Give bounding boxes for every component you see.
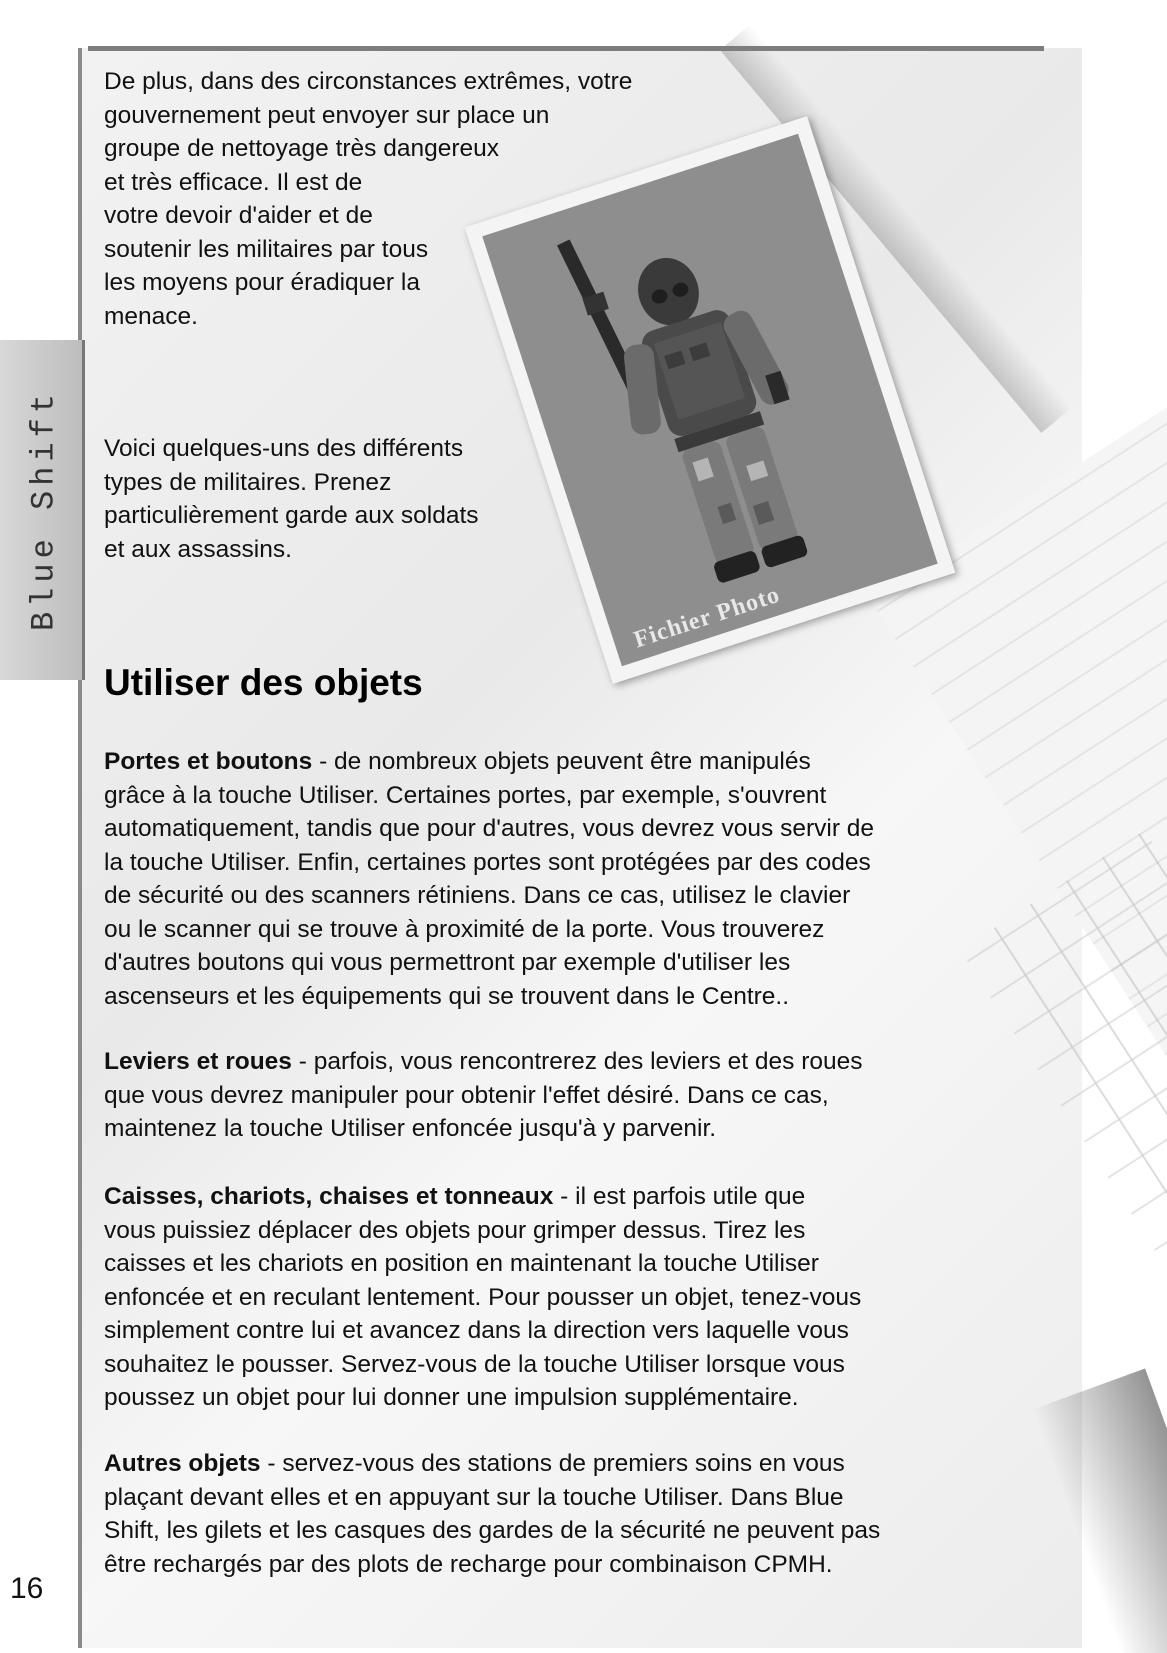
- paragraph-leviers-et-roues: [104, 1045, 1004, 1146]
- text-line: [104, 745, 1004, 779]
- soldier-figure-icon: [539, 175, 891, 630]
- page-number: 16: [10, 1572, 44, 1605]
- text-run: - parfois, vous rencontrerez des leviers et des roues: [291, 1048, 863, 1075]
- paragraph-title: Leviers et roues: [104, 1048, 292, 1075]
- intro-paragraph-2: [104, 432, 564, 566]
- text-line: particulièrement garde aux soldats: [104, 502, 479, 529]
- text-line: plaçant devant elles et en appuyant sur la touche Utiliser. Dans Blue: [104, 1483, 844, 1511]
- paragraph-title: Autres objets: [104, 1450, 261, 1477]
- paragraph-title: Portes et boutons: [104, 748, 313, 775]
- text-line: et aux assassins.: [104, 535, 292, 563]
- text-line: Shift, les gilets et les casques des gardes de la sécurité ne peuvent pas: [104, 1517, 881, 1544]
- text-line: de sécurité ou des scanners rétiniens. Dans ce cas, utilisez le clavier: [104, 882, 851, 909]
- text-line: automatiquement, tandis que pour d'autres, vous devrez vous servir de: [104, 815, 875, 842]
- left-rule: [78, 48, 82, 1648]
- text-line: votre devoir d'aider et de: [104, 202, 373, 229]
- text-line: groupe de nettoyage très dangereux: [104, 135, 500, 162]
- text-run: - servez-vous des stations de premiers soins en vous: [260, 1450, 845, 1477]
- text-line: simplement contre lui et avancez dans la direction vers laquelle vous: [104, 1317, 849, 1344]
- text-line: et très efficace. Il est de: [104, 168, 363, 196]
- text-line: être rechargés par des plots de recharge pour combinaison CPMH.: [104, 1550, 833, 1578]
- text-line: menace.: [104, 302, 198, 330]
- text-line: que vous devrez manipuler pour obtenir l'effet désiré. Dans ce cas,: [104, 1081, 829, 1109]
- text-line: types de militaires. Prenez: [104, 468, 392, 496]
- text-line: [104, 1180, 1004, 1214]
- top-rule: [88, 46, 1044, 51]
- photo-caption: Fichier Photo: [630, 581, 784, 654]
- text-line: souhaitez le pousser. Servez-vous de la touche Utiliser lorsque vous: [104, 1350, 845, 1378]
- section-tab-label: Blue Shift: [25, 388, 63, 632]
- section-heading: Utiliser des objets: [104, 662, 423, 703]
- text-line: poussez un objet pour lui donner une impulsion supplémentaire.: [104, 1384, 799, 1411]
- text-line: [104, 1447, 1004, 1481]
- text-line: d'autres boutons qui vous permettront par exemple d'utiliser les: [104, 949, 791, 976]
- text-line: De plus, dans des circonstances extrêmes, votre: [104, 68, 633, 95]
- text-line: enfoncée et en reculant lentement. Pour pousser un objet, tenez-vous: [104, 1283, 862, 1311]
- text-line: soutenir les militaires par tous: [104, 235, 429, 263]
- text-line: les moyens pour éradiquer la: [104, 269, 420, 296]
- text-line: maintenez la touche Utiliser enfoncée jusqu'à y parvenir.: [104, 1115, 717, 1142]
- text-run: - il est parfois utile que: [553, 1183, 806, 1210]
- text-line: ou le scanner qui se trouve à proximité de la porte. Vous trouverez: [104, 915, 825, 943]
- text-line: [104, 1045, 1004, 1079]
- text-line: vous puissiez déplacer des objets pour grimper dessus. Tirez les: [104, 1216, 806, 1244]
- text-line: la touche Utiliser. Enfin, certaines portes sont protégées par des codes: [104, 848, 871, 876]
- text-line: gouvernement peut envoyer sur place un: [104, 101, 550, 129]
- paragraph-title: Caisses, chariots, chaises et tonneaux: [104, 1183, 554, 1210]
- paragraph-caisses-chariots: [104, 1180, 1004, 1415]
- text-run: - de nombreux objets peuvent être manipulés: [312, 748, 811, 775]
- paragraph-portes-et-boutons: [104, 745, 1004, 1013]
- text-line: ascenseurs et les équipements qui se trouvent dans le Centre..: [104, 982, 790, 1010]
- text-line: caisses et les chariots en position en maintenant la touche Utiliser: [104, 1250, 819, 1277]
- text-line: Voici quelques-uns des différents: [104, 435, 464, 462]
- text-line: grâce à la touche Utiliser. Certaines portes, par exemple, s'ouvrent: [104, 781, 827, 809]
- paragraph-autres-objets: [104, 1447, 1004, 1581]
